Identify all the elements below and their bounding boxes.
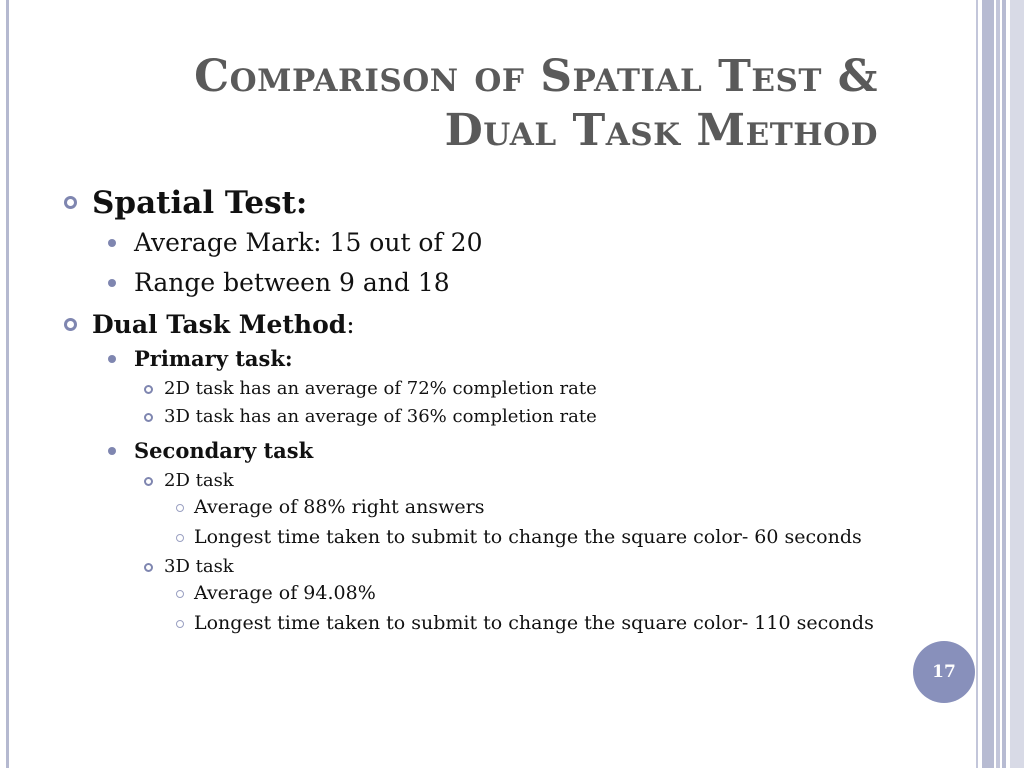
list-item xyxy=(60,553,940,581)
primary-3d-rate: 3D task has an average of 36% completion rate xyxy=(164,406,597,427)
spatial-test-heading: Spatial Test: xyxy=(92,185,308,221)
slide-body xyxy=(60,183,940,636)
list-item xyxy=(60,581,940,606)
dual-task-heading-item xyxy=(60,307,940,343)
ring-bullet-icon xyxy=(144,563,153,572)
ring-bullet-icon xyxy=(144,413,153,422)
list-item xyxy=(60,263,940,303)
ring-bullet-icon xyxy=(64,196,77,209)
list-item xyxy=(60,223,940,263)
ring-bullet-icon xyxy=(176,590,184,598)
list-item xyxy=(60,403,940,431)
dual-task-heading: Dual Task Method xyxy=(92,310,347,339)
list-item xyxy=(60,525,940,550)
spatial-test-heading-item xyxy=(60,183,940,223)
spatial-average-mark: Average Mark: 15 out of 20 xyxy=(134,228,483,257)
dot-bullet-icon xyxy=(108,447,116,455)
ring-bullet-icon xyxy=(176,504,184,512)
secondary-task-heading: Secondary task xyxy=(134,438,314,463)
secondary-task-heading-item xyxy=(60,435,940,467)
ring-bullet-icon xyxy=(176,534,184,542)
secondary-3d-accuracy: Average of 94.08% xyxy=(194,582,376,604)
primary-2d-rate: 2D task has an average of 72% completion rate xyxy=(164,378,597,399)
dot-bullet-icon xyxy=(108,355,116,363)
secondary-2d-label: 2D task xyxy=(164,470,234,491)
right-decorative-band xyxy=(996,0,1000,768)
secondary-2d-longest-time: Longest time taken to submit to change the square color- 60 seconds xyxy=(194,526,862,548)
primary-task-heading-item xyxy=(60,343,940,375)
spatial-range: Range between 9 and 18 xyxy=(134,268,450,297)
right-decorative-band xyxy=(982,0,994,768)
secondary-2d-accuracy: Average of 88% right answers xyxy=(194,496,485,518)
ring-bullet-icon xyxy=(176,620,184,628)
primary-task-heading: Primary task: xyxy=(134,346,293,371)
secondary-3d-label: 3D task xyxy=(164,556,234,577)
list-item xyxy=(60,467,940,495)
list-item xyxy=(60,495,940,520)
dot-bullet-icon xyxy=(108,239,116,247)
right-decorative-band xyxy=(976,0,978,768)
list-item xyxy=(60,375,940,403)
secondary-3d-longest-time: Longest time taken to submit to change the square color- 110 seconds xyxy=(194,612,874,634)
right-decorative-band xyxy=(1010,0,1024,768)
dot-bullet-icon xyxy=(108,279,116,287)
page-number-badge: 17 xyxy=(913,641,975,703)
slide-title-line-2: Dual Task Method xyxy=(444,105,878,156)
slide-title xyxy=(118,50,878,158)
ring-bullet-icon xyxy=(144,385,153,394)
list-item xyxy=(60,611,940,636)
slide-title-line-1: Comparison of Spatial Test & xyxy=(194,51,878,102)
ring-bullet-icon xyxy=(144,477,153,486)
left-border-rule xyxy=(6,0,9,768)
ring-bullet-icon xyxy=(64,318,77,331)
right-decorative-band xyxy=(1002,0,1006,768)
dual-task-heading-colon: : xyxy=(346,310,355,339)
